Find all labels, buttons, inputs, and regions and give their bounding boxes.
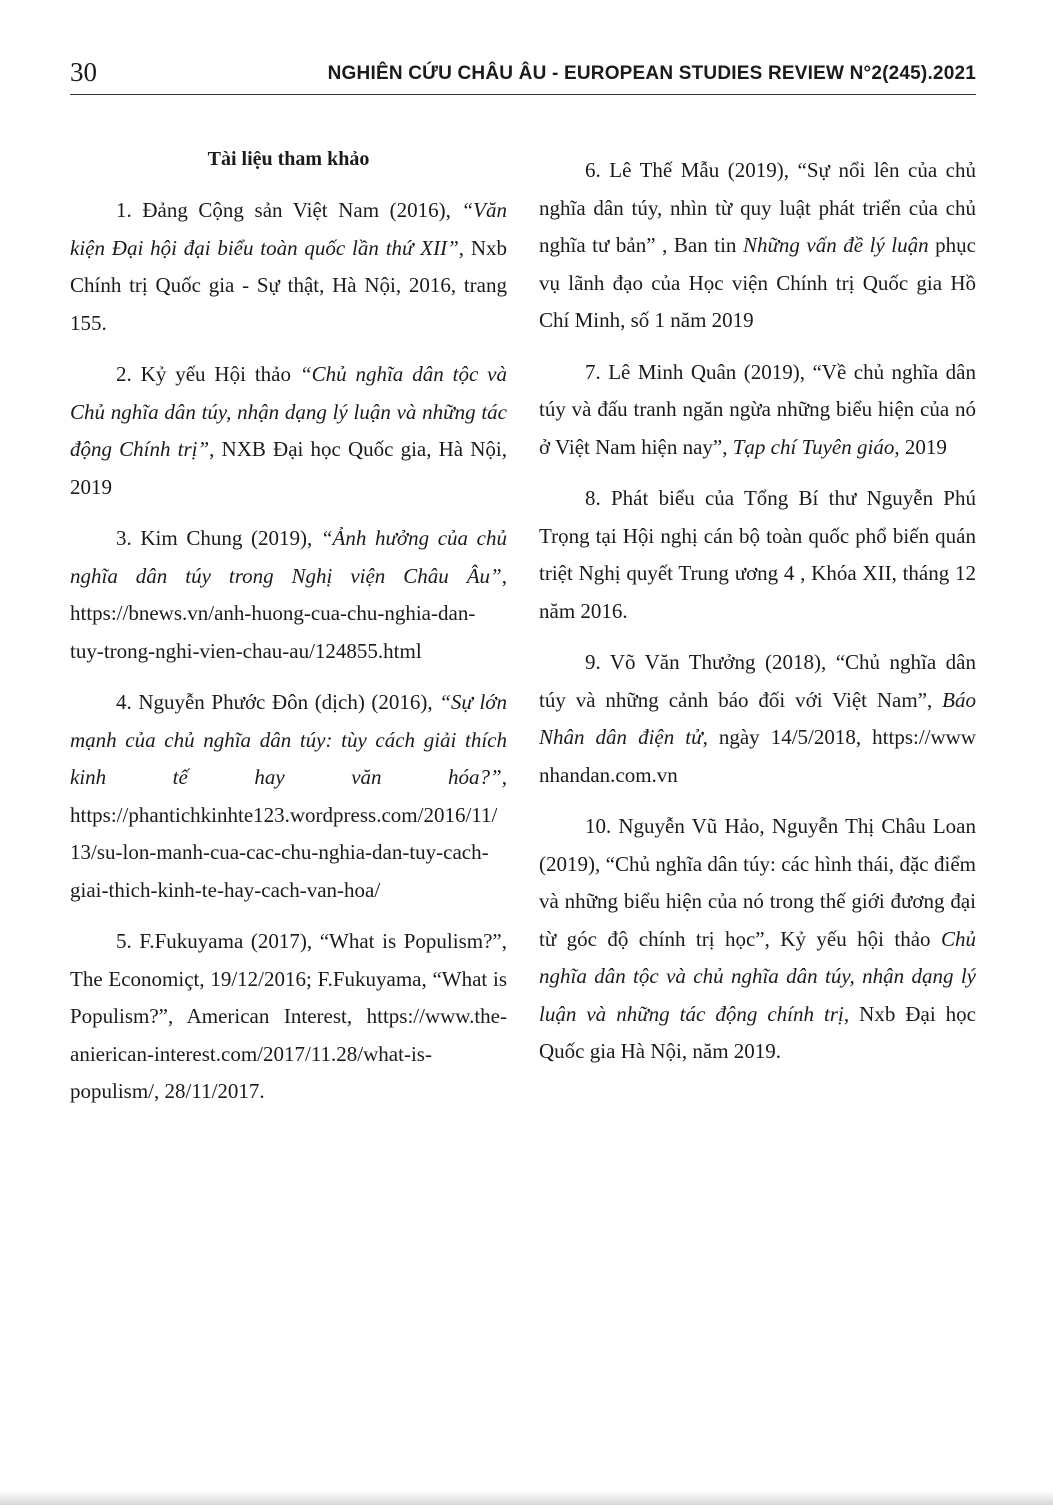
reference-item: 10. Nguyễn Vũ Hảo, Nguyễn Thị Châu Loan (2019), “Chủ nghĩa dân túy: các hình thái, đặc điểm và những biểu hiện của nó trong thế giới đương đại từ góc độ chính trị học”, Kỷ yếu hội thảo Chủ nghĩa dân tộc và chủ nghĩa dân túy, nhận dạng lý luận và những tác động chính trị, Nxb Đại học Quốc gia Hà Nội, năm 2019.: [539, 814, 977, 1063]
references-heading: Tài liệu tham khảo: [207, 148, 370, 170]
reference-item: 9. Võ Văn Thưởng (2018), “Chủ nghĩa dân túy và những cảnh báo đối với Việt Nam”, Báo Nhân dân điện tử, ngày 14/5/2018, https://www nhandan.com.vn: [539, 650, 976, 787]
reference-item: 3. Kim Chung (2019), “Ảnh hưởng của chủ nghĩa dân túy trong Nghị viện Châu Âu”, https://bnews.vn/anh-huong-cua-chu-nghia-dan-tuy-trong-nghi-vien-chau-au/124855.html: [70, 526, 508, 663]
scan-edge-shadow: [0, 1491, 1053, 1505]
reference-item: 4. Nguyễn Phước Đôn (dịch) (2016), “Sự lớn mạnh của chủ nghĩa dân túy: tùy cách giải thích kinh tế hay văn hóa?”, https://phantichkinhte123.wordpress.com/2016/11/13/su-lon-manh-cua-cac-chu-nghia-dan-tuy-cach-giai-thich-kinh-te-hay-cach-van-hoa/: [70, 690, 507, 902]
reference-item: 8. Phát biểu của Tổng Bí thư Nguyễn Phú Trọng tại Hội nghị cán bộ toàn quốc phổ biến quán triệt Nghị quyết Trung ương 4 , Khóa XII, tháng 12 năm 2016.: [539, 486, 976, 623]
page-number: 30: [70, 57, 97, 87]
reference-item: 1. Đảng Cộng sản Việt Nam (2016), “Văn kiện Đại hội đại biểu toàn quốc lần thứ XII”, Nxb Chính trị Quốc gia - Sự thật, Hà Nội, 2016, trang 155.: [70, 198, 507, 335]
right-column: [539, 152, 976, 1085]
reference-item: 7. Lê Minh Quân (2019), “Về chủ nghĩa dân túy và đấu tranh ngăn ngừa những biểu hiện của nó ở Việt Nam hiện nay”, Tạp chí Tuyên giáo, 2019: [539, 359, 976, 459]
reference-item: 5. F.Fukuyama (2017), “What is Populism?”, The Economiçt, 19/12/2016; F.Fukuyama, “What is Populism?”, American Interest, https://www.the-anierican-interest.com/2017/11.28/what-is-populism/, 28/11/2017.: [70, 929, 507, 1103]
reference-item: 6. Lê Thế Mẫu (2019), “Sự nổi lên của chủ nghĩa dân túy, nhìn từ quy luật phát triển của chủ nghĩa tư bản” , Ban tin Những vấn đề lý luận phục vụ lãnh đạo của Học viện Chính trị Quốc gia Hồ Chí Minh, số 1 năm 2019: [539, 158, 977, 332]
page-header: [70, 54, 976, 95]
journal-title: NGHIÊN CỨU CHÂU ÂU - EUROPEAN STUDIES REVIEW N°2(245).2021: [327, 63, 976, 84]
reference-item: 2. Kỷ yếu Hội thảo “Chủ nghĩa dân tộc và Chủ nghĩa dân túy, nhận dạng lý luận và những tác động Chính trị”, NXB Đại học Quốc gia, Hà Nội, 2019: [70, 362, 507, 499]
left-column: [70, 146, 507, 1125]
